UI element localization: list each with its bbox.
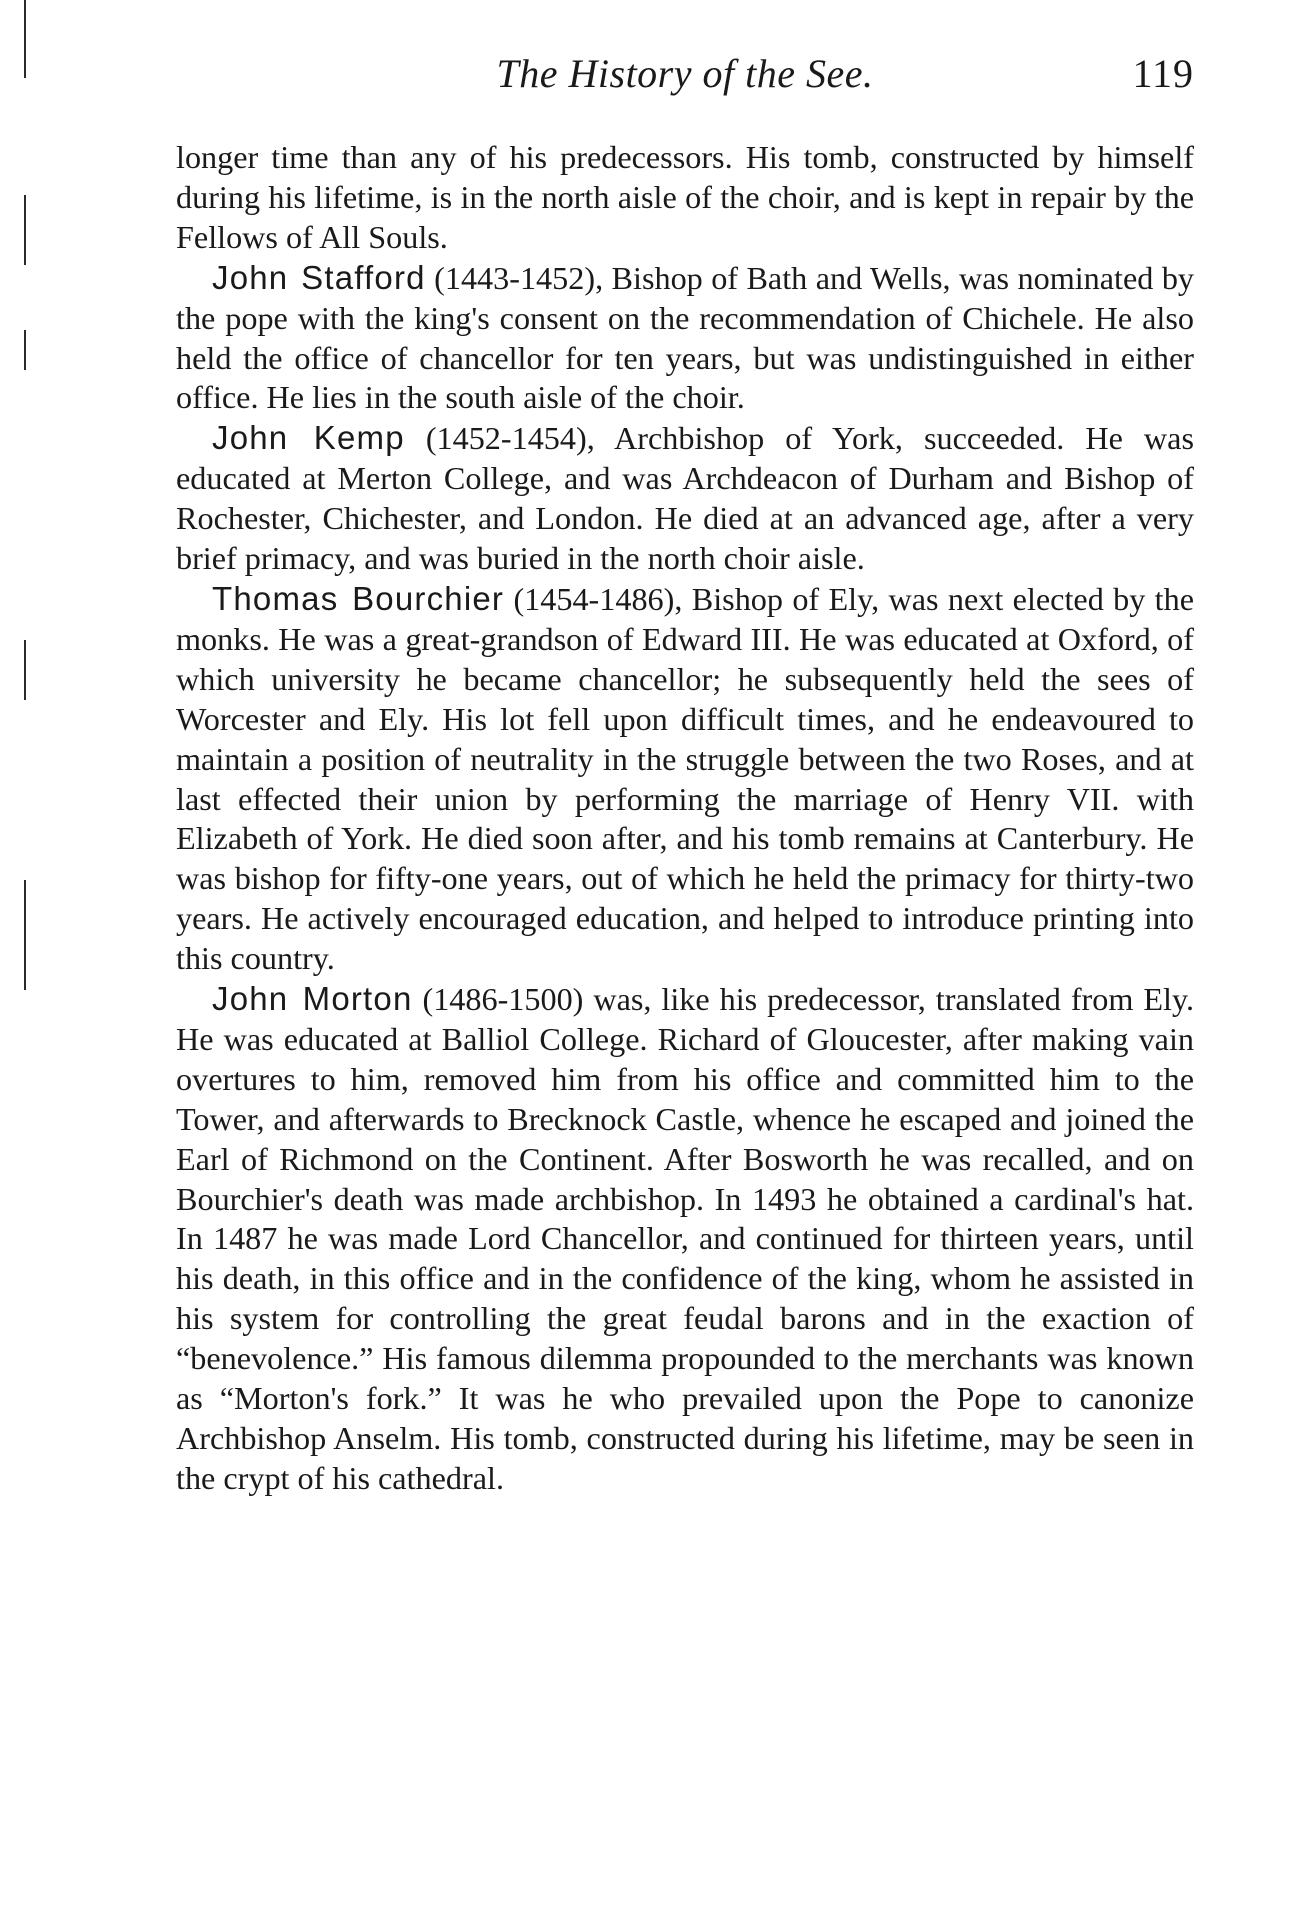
bishop-dates: (1443-1452) [434, 259, 596, 296]
bishop-dates: (1454-1486) [513, 580, 675, 617]
bishop-name: John Stafford [212, 258, 426, 296]
running-title: The History of the See. [496, 51, 874, 96]
page-header [176, 50, 1194, 110]
paragraph-text: , Bishop of Bath and Wells, was nominated by the pope with the king's consent on the recommendation of Chichele. He also held the office of chancellor for ten years, but was undistinguished in either office. He lies in the south aisle of the choir. [176, 259, 1195, 416]
paragraph-thomas-bourchier [176, 579, 1194, 979]
bishop-name: Thomas Bourchier [212, 579, 505, 617]
paragraph-john-stafford [176, 258, 1194, 419]
scan-edge-mark [24, 880, 26, 990]
paragraph-text: , Archbishop of York, succeeded. He was educated at Merton College, and was Archdeacon of Durham and Bishop of Rochester, Chichester, and London. He died at an advanced age, after a very brief primacy, and was buried in the north choir aisle. [176, 420, 1194, 577]
scan-edge-mark [24, 195, 26, 265]
scan-edge-mark [24, 0, 26, 78]
paragraph-text: was, like his predecessor, translated from Ely. He was educated at Balliol College. Richard of Gloucester, after making vain overtures to him, removed him from his office and committed him to the Tower, and afterwards to Brecknock Castle, whence he escaped and joined the Earl of Richmond on the Continent. After Bosworth he was recalled, and on Bourchier's death was made archbishop. In 1493 he obtained a cardinal's hat. In 1487 he was made Lord Chancellor, and continued for thirteen years, until his death, in this office and in the confidence of the king, whom he assisted in his system for controlling the great feudal barons and in the exaction of “benevolence.” His famous dilemma propounded to the merchants was known as “Morton's fork.” It was he who prevailed upon the Pope to canonize Archbishop Anselm. His tomb, constructed during his lifetime, may be seen in the crypt of his cathedral. [176, 981, 1195, 1496]
scan-edge-mark [24, 330, 26, 370]
page-number: 119 [1132, 51, 1194, 96]
paragraph-text: longer time than any of his predecessors. His tomb, constructed by himself during his lifetime, is in the north aisle of the choir, and is kept in repair by the Fellows of All Souls. [176, 139, 1194, 255]
bishop-dates: (1452-1454) [425, 420, 587, 457]
paragraph-continuation [176, 138, 1194, 258]
body-text [176, 138, 1194, 1499]
bishop-name: John Morton [212, 980, 413, 1018]
bishop-name: John Kemp [212, 419, 405, 457]
paragraph-john-morton [176, 979, 1194, 1499]
bishop-dates: (1486-1500) [422, 981, 584, 1018]
scan-edge-mark [24, 640, 26, 700]
paragraph-john-kemp [176, 418, 1194, 579]
paragraph-text: , Bishop of Ely, was next elected by the monks. He was a great-grandson of Edward III. He was educated at Oxford, of which university he became chancellor; he subsequently held the sees of Worcester and Ely. His lot fell upon difficult times, and he endeavoured to maintain a position of neutrality in the struggle between the two Roses, and at last effected their union by performing the marriage of Henry VII. with Elizabeth of York. He died soon after, and his tomb remains at Canterbury. He was bishop for fifty-one years, out of which he held the primacy for thirty-two years. He actively encouraged education, and helped to introduce printing into this country. [176, 580, 1195, 977]
